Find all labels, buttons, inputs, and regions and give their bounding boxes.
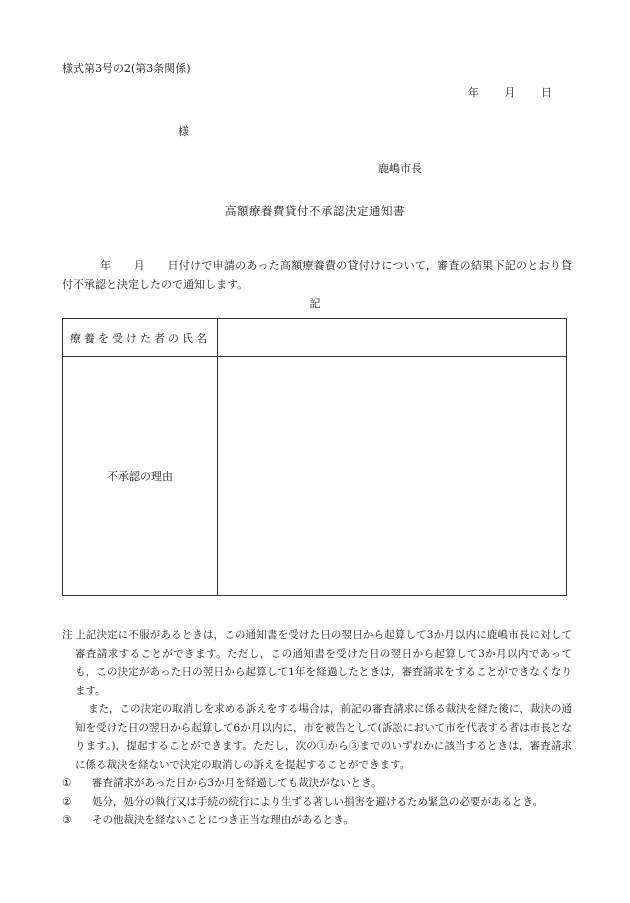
table-row — [63, 319, 567, 357]
table-row — [63, 357, 567, 596]
ki-heading: 記 — [309, 297, 321, 310]
condition-number: ③ — [62, 814, 72, 826]
condition-text: その他裁決を経ないことにつき正当な理由があるとき。 — [92, 814, 354, 826]
detail-table — [62, 318, 567, 596]
date-line — [468, 84, 552, 100]
condition-text: 処分，処分の執行又は手続の続行により生ずる著しい損害を避けるため緊急の必要があるとき。 — [92, 795, 544, 808]
date-day-label: 日 — [541, 86, 552, 99]
rejection-reason-label: 不承認の理由 — [63, 357, 218, 596]
note-paragraph-1 — [62, 626, 572, 700]
form-number: 様式第3号の2(第3条関係) — [62, 62, 191, 75]
date-month-label: 月 — [504, 86, 516, 99]
date-year-label: 年 — [468, 86, 479, 99]
document-title: 高額療養費貸付不承認決定通知書 — [225, 204, 405, 218]
rejection-reason-value — [218, 357, 567, 596]
condition-number: ② — [62, 795, 72, 808]
condition-number: ① — [62, 777, 72, 789]
condition-text: 審査請求があった日から3か月を経過しても裁決がないとき。 — [92, 777, 382, 789]
note-mark: 注 — [62, 629, 73, 641]
patient-name-value — [218, 319, 567, 357]
patient-name-label: 療養を受けた者の氏名 — [63, 319, 218, 357]
condition-item — [62, 793, 572, 812]
note-paragraph-2: また，この決定の取消しを求める訴えをする場合は，前記の審査請求に係る裁決を経た後に，裁決の通知を受けた日の翌日から起算して6か月以内に，市を被告として(訴訟において市を代表する者は市長となります。)，提起することができます。ただし，次の①から③までのいずれかに該当するときは，審査請求に係る裁決を経ないで決定の取消しの訴えを提起することができます。 — [75, 703, 572, 771]
addressee-suffix: 様 — [178, 125, 189, 138]
notice-body: 年 月 日付けで申請のあった高額療養費の貸付けについて，審査の結果下記のとおり貸付不承認と決定したので通知します。 — [62, 259, 572, 291]
notes-section — [62, 626, 572, 830]
sender-name: 鹿嶋市長 — [378, 162, 422, 175]
note-paragraph-1-text: 上記決定に不服があるときは，この通知書を受けた日の翌日から起算して3か月以内に鹿嶋市長に対して審査請求することができます。ただし，この通知書を受けた日の翌日から起算して3か月以内であっても，この決定があった日の翌日から起算して1年を経過したときは，審査請求をすることができなくなります。 — [75, 629, 572, 697]
condition-item — [62, 811, 572, 830]
condition-item — [62, 774, 572, 793]
